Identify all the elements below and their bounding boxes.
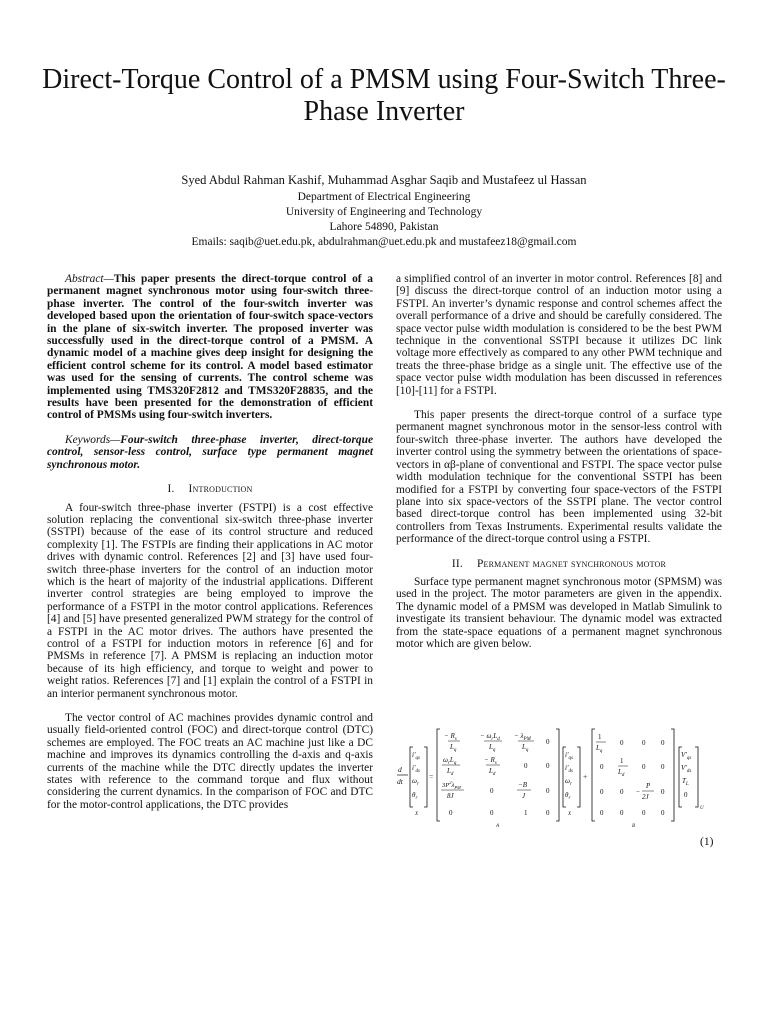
svg-text:0: 0: [620, 788, 624, 796]
svg-text:0: 0: [684, 791, 688, 799]
svg-text:0: 0: [600, 763, 604, 771]
svg-text:U: U: [700, 806, 704, 811]
svg-text:1: 1: [620, 757, 624, 765]
svg-text:Lq: $L_q$: [450, 743, 457, 753]
section-title: Introduction: [188, 483, 253, 496]
ddt-numerator: d: [398, 765, 402, 774]
svg-text:0: 0: [524, 762, 528, 770]
svg-text:ωr: $\omega_r$: [565, 777, 572, 787]
section-heading-introduction: [47, 483, 373, 495]
svg-text:0: 0: [490, 787, 494, 795]
svg-text:0: 0: [661, 739, 665, 747]
svg-text:0: 0: [490, 809, 494, 817]
svg-text:i′ds: $i'_{ds}$: [412, 764, 420, 774]
svg-text:0: 0: [661, 763, 665, 771]
svg-text:0: 0: [642, 739, 646, 747]
svg-text:Ld: $L_d$: [618, 768, 625, 778]
equation-number: (1): [700, 836, 714, 848]
intro-paragraph-3: a simplified control of an inverter in motor control. References [8] and [9] discuss the direct-torque control of an induction motor using a FSTPI. An inverter’s dynamic response and control schemes affect the overall performance of a drive and should be carefully considered. The space vector pulse width modulation is considered to be the best PWM technique in the conventional SSTPI because it utilizes DC link voltage more effectively as compared to any other PWM technique and treats the three-phase bridge as a single unit. The effective use of the space vector pulse width modulation has been discussed in references [10]-[11] for a FSTPI.: [396, 273, 722, 397]
intro-paragraph-4: This paper presents the direct-torque control of a surface type permanent magnet synchronous motor in the sensor-less control with four-switch three-phase inverter. The authors have developed the inverter control using the symmetry between the orientations of space-vectors in αβ-plane of conventional and FSTPI. The space vector pulse width modulation technique for the conventional SSTPI has been modified for a FSTPI by converting four space-vectors of the FSTPI plane into six space-vectors of the SSTPI plane. The vector control based direct-torque control has been implemented using 32-bit controllers from Texas Instruments. Experimental results validate the performance of the direct-torque control using a FSTPI.: [396, 409, 722, 546]
svg-text:0: 0: [600, 788, 604, 796]
svg-text:0: 0: [620, 809, 624, 817]
svg-text:J: J: [522, 792, 526, 800]
affiliation-department: Department of Electrical Engineering: [297, 191, 471, 203]
svg-text:ωr: $\omega_r$: [412, 777, 419, 787]
svg-text:A: A: [496, 824, 500, 827]
svg-text:0: 0: [546, 738, 550, 746]
svg-text:ωrLq: $\omega_rL_q$: [443, 756, 457, 766]
svg-text:Lq: $L_q$: [489, 743, 496, 753]
svg-text:0: 0: [546, 787, 550, 795]
svg-text:B: B: [632, 824, 636, 827]
state-space-equation: [396, 727, 722, 827]
svg-text:2J: 2J: [642, 793, 649, 801]
svg-text:Ld: $L_d$: [447, 767, 454, 777]
svg-text:0: 0: [449, 809, 453, 817]
svg-text:0: 0: [546, 762, 550, 770]
svg-text:0: 0: [546, 809, 550, 817]
svg-text:0: 0: [642, 809, 646, 817]
svg-text:− λPM: − $\lambda_{PM}$: [514, 732, 531, 742]
intro-paragraph-2: The vector control of AC machines provides dynamic control and usually field-oriented control (FOC) and direct-torque control (DTC) schemes are employed. The FOC treats an AC machine just like a DC machine and improves its dynamics controlling the d-axis and q-axis currents of the machine while the DTC directly updates the inverter states with reference to the command torque and flux without considering the current dynamics. In the comparison of FOC and DTC for the motor-control applications, the DTC provides: [47, 712, 373, 811]
svg-text:1: 1: [598, 733, 602, 741]
equation-figure: [396, 727, 722, 827]
svg-text:− Rs: − $R_s$: [484, 756, 497, 766]
svg-text:0: 0: [642, 763, 646, 771]
affiliation-university: University of Engineering and Technology: [285, 206, 483, 218]
left-column: [47, 273, 373, 811]
section-number: I.: [167, 483, 175, 496]
affiliation-city: Lahore 54890, Pakistan: [329, 221, 439, 233]
svg-text:P: P: [646, 782, 651, 790]
affiliation-emails: Emails: saqib@uet.edu.pk, abdulrahman@uet.edu.pk and mustafeez18@gmail.com: [191, 236, 577, 248]
svg-text:3P2λPM: $3P^2\lambda_{PM}$: [442, 780, 461, 790]
paper-title: Direct-Torque Control of a PMSM using Four-Switch Three-Phase Inverter: [42, 64, 726, 127]
ddt-denominator: dt: [397, 777, 403, 786]
svg-text:Lq: $L_q$: [522, 743, 529, 753]
pmsm-paragraph-1: Surface type permanent magnet synchronous motor (SPMSM) was used in the project. The motor parameters are given in the appendix. The dynamic model of a PMSM was developed in Matlab Simulink to investigate its transient behaviour. The dynamic model was extracted from the state-space equations of a permanent magnet synchronous motor which are given below.: [396, 575, 722, 650]
svg-text:+: +: [583, 772, 588, 781]
svg-text:− Rs: − $R_s$: [444, 732, 457, 742]
keywords-lead: Keywords—: [65, 433, 121, 446]
abstract-lead: Abstract—: [65, 273, 114, 285]
svg-text:−: −: [636, 788, 640, 796]
svg-text:8J: 8J: [447, 792, 454, 800]
keywords: [47, 434, 373, 471]
section-title: Permanent magnet synchronous motor: [476, 557, 667, 570]
section-heading-pmsm: [396, 558, 722, 570]
svg-text:=: =: [429, 772, 434, 781]
section-number: II.: [451, 557, 463, 570]
svg-text:θr: $\theta_r$: [412, 791, 418, 801]
svg-text:Lq: $L_q$: [596, 744, 603, 754]
author-list: Syed Abdul Rahman Kashif, Muhammad Asghar Saqib and Mustafeez ul Hassan: [181, 173, 587, 187]
svg-text:0: 0: [661, 809, 665, 817]
svg-text:0: 0: [600, 809, 604, 817]
affiliation-block: [30, 190, 738, 250]
keywords-body: Four-switch three-phase inverter, direct-torque control, sensor-less control, surface type permanent magnet synchronous motor.: [47, 433, 373, 471]
svg-text:i′ds: $i'_{ds}$: [565, 764, 573, 774]
svg-text:θr: $\theta_r$: [565, 791, 571, 801]
intro-paragraph-1: A four-switch three-phase inverter (FSTPI) is a cost effective solution replacing the conventional six-switch three-phase inverter (SSTPI) because of the ease of its control structure and reduced complexity [1]. The FSTPIs are finding their applications in AC motor drives with dynamic control. References [2] and [3] have used four-switch three-phase inverters for the control of an induction motor which is the heart of majority of the industrial applications. Different inverter control strategies are being employed to improve the performance of a FSTPI in the motor control applications. References [4] and [5] have presented generalized PWM strategy for the control of a FSTPI in the AC motor drives. The authors have presented the control of a FSTPI for induction motors in reference [6] and for PMSMs in reference [7]. A PMSM is replacing an induction motor because of its high efficiency, and torque to weight and power to weight ratios. References [7] and [1] explain the control of a FSTPI in an interior permanent synchronous motor.: [47, 501, 373, 700]
svg-text:TL: $T_L$: [682, 777, 689, 787]
svg-text:−B: −B: [518, 781, 527, 789]
right-column: [396, 273, 722, 650]
svg-text:i′qs: $i'_{qs}$: [412, 751, 420, 761]
svg-text:− ωrLd: − $\omega_rL_d$: [480, 732, 500, 742]
svg-text:i′qs: $i'_{qs}$: [565, 751, 573, 761]
svg-text:V′ds: $V'_{ds}$: [681, 764, 692, 774]
svg-text:V′qs: $V'_{qs}$: [681, 751, 692, 761]
svg-text:X: X: [568, 812, 572, 817]
abstract-body: This paper presents the direct-torque control of a permanent magnet synchronous motor using four-switch three-phase inverter. The control of the four-switch inverter was developed based upon the orientation of four-switch space-vectors in the plane of six-switch inverter. The proposed inverter was successfully used in the direct-torque control of a PMSM. A dynamic model of a machine gives deep insight for designing the efficient control scheme for its control. A model based estimator was used for the sensing of currents. The control scheme was implemented using TMS320F2812 and TMS320F28835, and the results have been presented for the demonstration of efficient control of PMSMs using four-switch inverters.: [47, 273, 373, 422]
svg-text:0: 0: [620, 739, 624, 747]
svg-text:X: X: [415, 812, 419, 817]
svg-text:0: 0: [661, 788, 665, 796]
svg-text:Ld: $L_d$: [489, 767, 496, 777]
svg-text:1: 1: [524, 809, 528, 817]
abstract: [47, 273, 373, 422]
